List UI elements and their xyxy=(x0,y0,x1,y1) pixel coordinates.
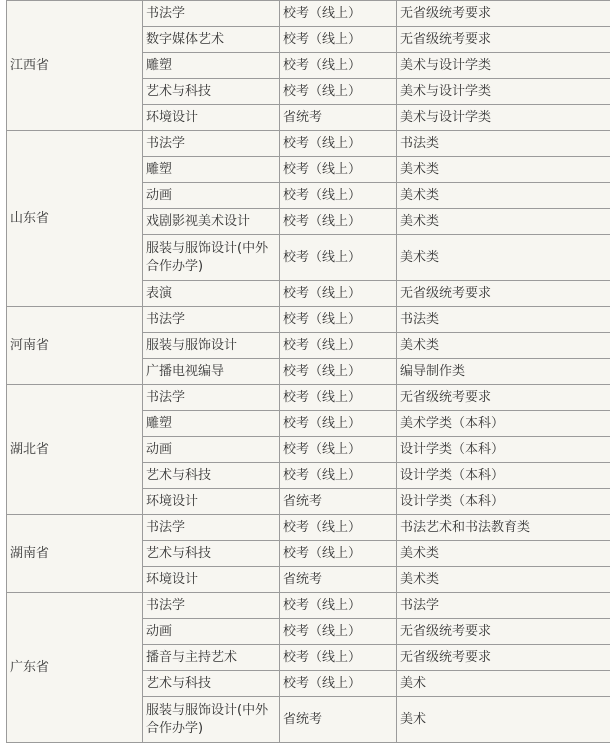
major-cell: 书法学 xyxy=(143,515,280,541)
exam-type-cell: 校考（线上） xyxy=(280,209,397,235)
province-cell: 山东省 xyxy=(7,131,143,307)
requirement-cell: 美术类 xyxy=(397,333,610,359)
exam-type-cell: 校考（线上） xyxy=(280,671,397,697)
requirement-cell: 书法类 xyxy=(397,307,610,333)
exam-type-cell: 校考（线上） xyxy=(280,1,397,27)
major-cell: 雕塑 xyxy=(143,157,280,183)
major-cell: 书法学 xyxy=(143,385,280,411)
exam-type-cell: 校考（线上） xyxy=(280,541,397,567)
exam-type-cell: 校考（线上） xyxy=(280,359,397,385)
requirement-cell: 书法类 xyxy=(397,131,610,157)
exam-type-cell: 校考（线上） xyxy=(280,515,397,541)
major-cell: 环境设计 xyxy=(143,105,280,131)
requirement-cell: 美术类 xyxy=(397,157,610,183)
exam-type-cell: 校考（线上） xyxy=(280,131,397,157)
admissions-table xyxy=(6,0,610,743)
requirement-cell: 编导制作类 xyxy=(397,359,610,385)
province-cell: 广东省 xyxy=(7,593,143,743)
requirement-cell: 无省级统考要求 xyxy=(397,619,610,645)
exam-type-cell: 校考（线上） xyxy=(280,333,397,359)
major-cell: 动画 xyxy=(143,437,280,463)
requirement-cell: 无省级统考要求 xyxy=(397,27,610,53)
exam-type-cell: 校考（线上） xyxy=(280,463,397,489)
major-cell: 书法学 xyxy=(143,1,280,27)
major-cell: 数字媒体艺术 xyxy=(143,27,280,53)
exam-type-cell: 省统考 xyxy=(280,567,397,593)
requirement-cell: 美术类 xyxy=(397,541,610,567)
exam-type-cell: 省统考 xyxy=(280,489,397,515)
major-cell: 服装与服饰设计(中外合作办学) xyxy=(143,697,280,743)
requirement-cell: 美术类 xyxy=(397,209,610,235)
requirement-cell: 无省级统考要求 xyxy=(397,281,610,307)
requirement-cell: 设计学类（本科） xyxy=(397,489,610,515)
table-row xyxy=(7,385,610,411)
major-cell: 艺术与科技 xyxy=(143,541,280,567)
requirement-cell: 书法艺术和书法教育类 xyxy=(397,515,610,541)
province-cell: 江西省 xyxy=(7,1,143,131)
requirement-cell: 美术与设计学类 xyxy=(397,53,610,79)
exam-type-cell: 校考（线上） xyxy=(280,307,397,333)
exam-type-cell: 校考（线上） xyxy=(280,437,397,463)
requirement-cell: 书法学 xyxy=(397,593,610,619)
province-cell: 湖南省 xyxy=(7,515,143,593)
requirement-cell: 美术类 xyxy=(397,567,610,593)
exam-type-cell: 校考（线上） xyxy=(280,27,397,53)
major-cell: 雕塑 xyxy=(143,411,280,437)
requirement-cell: 无省级统考要求 xyxy=(397,1,610,27)
major-cell: 服装与服饰设计 xyxy=(143,333,280,359)
requirement-cell: 美术类 xyxy=(397,183,610,209)
table-row xyxy=(7,307,610,333)
exam-type-cell: 校考（线上） xyxy=(280,235,397,281)
requirement-cell: 美术 xyxy=(397,671,610,697)
exam-type-cell: 校考（线上） xyxy=(280,645,397,671)
major-cell: 环境设计 xyxy=(143,567,280,593)
requirement-cell: 无省级统考要求 xyxy=(397,645,610,671)
table-body xyxy=(7,1,610,743)
requirement-cell: 美术与设计学类 xyxy=(397,79,610,105)
exam-type-cell: 校考（线上） xyxy=(280,157,397,183)
major-cell: 表演 xyxy=(143,281,280,307)
major-cell: 艺术与科技 xyxy=(143,463,280,489)
requirement-cell: 设计学类（本科） xyxy=(397,463,610,489)
requirement-cell: 美术学类（本科） xyxy=(397,411,610,437)
province-cell: 河南省 xyxy=(7,307,143,385)
major-cell: 服装与服饰设计(中外合作办学) xyxy=(143,235,280,281)
province-cell: 湖北省 xyxy=(7,385,143,515)
major-cell: 动画 xyxy=(143,619,280,645)
major-cell: 艺术与科技 xyxy=(143,79,280,105)
table-row xyxy=(7,1,610,27)
major-cell: 环境设计 xyxy=(143,489,280,515)
requirement-cell: 设计学类（本科） xyxy=(397,437,610,463)
major-cell: 雕塑 xyxy=(143,53,280,79)
exam-type-cell: 校考（线上） xyxy=(280,281,397,307)
exam-type-cell: 校考（线上） xyxy=(280,183,397,209)
requirement-cell: 美术 xyxy=(397,697,610,743)
exam-type-cell: 省统考 xyxy=(280,105,397,131)
exam-type-cell: 校考（线上） xyxy=(280,79,397,105)
exam-type-cell: 校考（线上） xyxy=(280,53,397,79)
major-cell: 动画 xyxy=(143,183,280,209)
requirement-cell: 美术类 xyxy=(397,235,610,281)
exam-type-cell: 校考（线上） xyxy=(280,385,397,411)
table-row xyxy=(7,131,610,157)
requirement-cell: 美术与设计学类 xyxy=(397,105,610,131)
table-row xyxy=(7,515,610,541)
major-cell: 书法学 xyxy=(143,593,280,619)
major-cell: 艺术与科技 xyxy=(143,671,280,697)
major-cell: 戏剧影视美术设计 xyxy=(143,209,280,235)
exam-type-cell: 校考（线上） xyxy=(280,411,397,437)
major-cell: 书法学 xyxy=(143,307,280,333)
major-cell: 播音与主持艺术 xyxy=(143,645,280,671)
requirement-cell: 无省级统考要求 xyxy=(397,385,610,411)
exam-type-cell: 省统考 xyxy=(280,697,397,743)
major-cell: 广播电视编导 xyxy=(143,359,280,385)
major-cell: 书法学 xyxy=(143,131,280,157)
exam-type-cell: 校考（线上） xyxy=(280,593,397,619)
table-row xyxy=(7,593,610,619)
exam-type-cell: 校考（线上） xyxy=(280,619,397,645)
